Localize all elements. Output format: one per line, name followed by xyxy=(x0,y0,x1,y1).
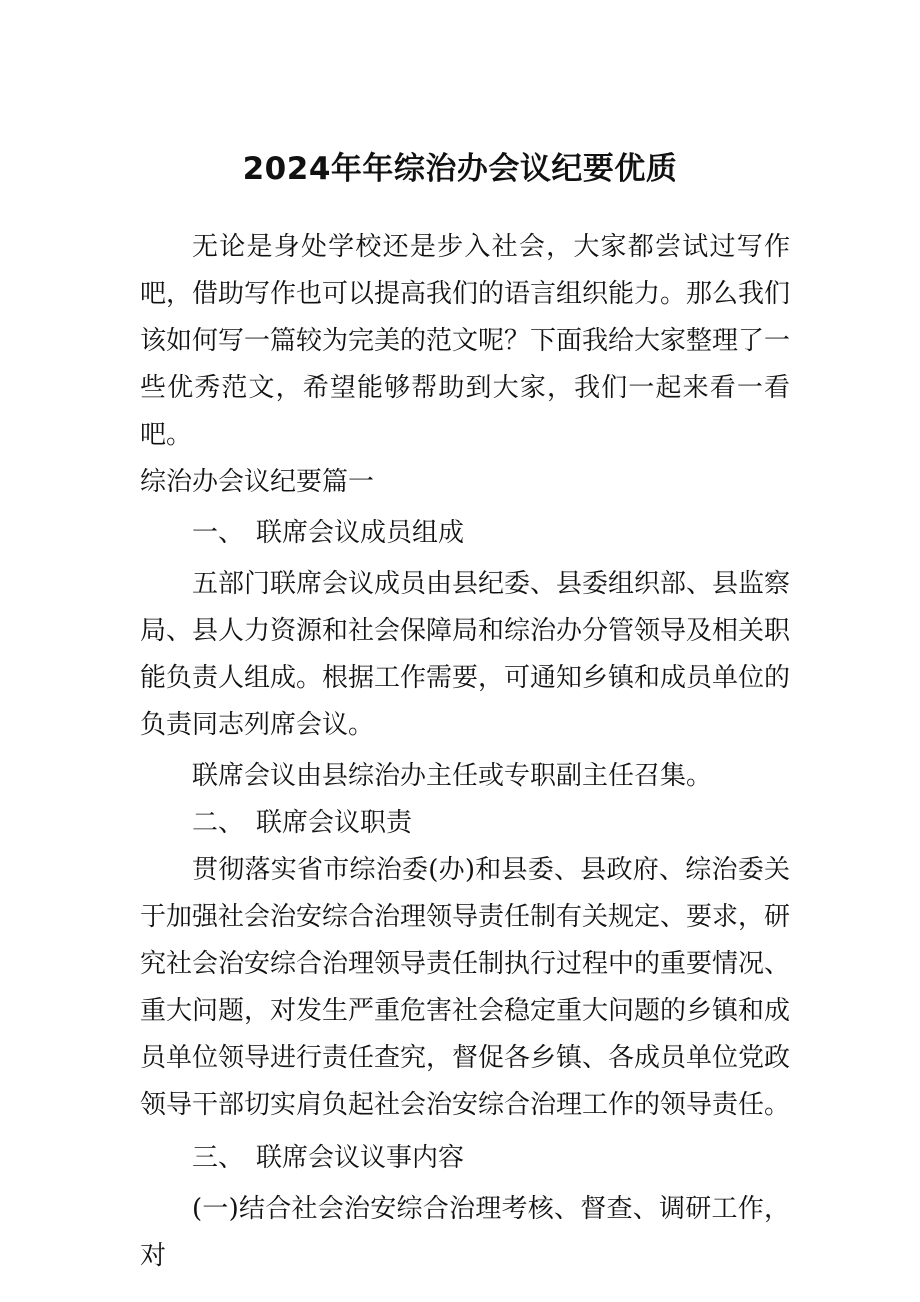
section-2-paragraph-1: 贯彻落实省市综治委(办)和县委、县政府、综治委关于加强社会治安综合治理领导责任制有关规定、要求，研究社会治安综合治理领导责任制执行过程中的重要情况、重大问题，对发生严重危害社会稳定重大问题的乡镇和成员单位领导进行责任查究，督促各乡镇、各成员单位党政领导干部切实肩负起社会治安综合治理工作的领导责任。 xyxy=(140,855,791,1120)
section-2-heading-text: 联席会议职责 xyxy=(256,808,413,838)
section-1-paragraph-2: 联席会议由县综治办主任或专职副主任召集。 xyxy=(192,761,713,791)
section-3-heading-text: 联席会议议事内容 xyxy=(256,1143,465,1173)
part-title: 综治办会议纪要篇一 xyxy=(140,467,375,497)
section-1-paragraph-1: 五部门联席会议成员由县纪委、县委组织部、县监察局、县人力资源和社会保障局和综治办分管领导及相关职能负责人组成。根据工作需要，可通知乡镇和成员单位的负责同志列席会议。 xyxy=(140,569,791,740)
document-body xyxy=(140,224,790,1280)
section-1-number: 一、 xyxy=(192,518,245,548)
section-1-heading-text: 联席会议成员组成 xyxy=(256,518,465,548)
section-1-heading xyxy=(140,510,790,557)
intro-paragraph: 无论是身处学校还是步入社会，大家都尝试过写作吧，借助写作也可以提高我们的语言组织能力。那么我们该如何写一篇较为完美的范文呢？下面我给大家整理了一些优秀范文，希望能够帮助到大家，我们一起来看一看吧。 xyxy=(140,232,791,450)
section-2-heading xyxy=(140,800,790,847)
section-2-number: 二、 xyxy=(192,808,245,838)
document-title: 2024年年综治办会议纪要优质 xyxy=(242,151,678,187)
section-3-number: 三、 xyxy=(192,1143,245,1173)
section-3-paragraph-1: (一)结合社会治安综合治理考核、督查、调研工作，对 xyxy=(140,1194,790,1271)
section-3-heading xyxy=(140,1135,790,1182)
